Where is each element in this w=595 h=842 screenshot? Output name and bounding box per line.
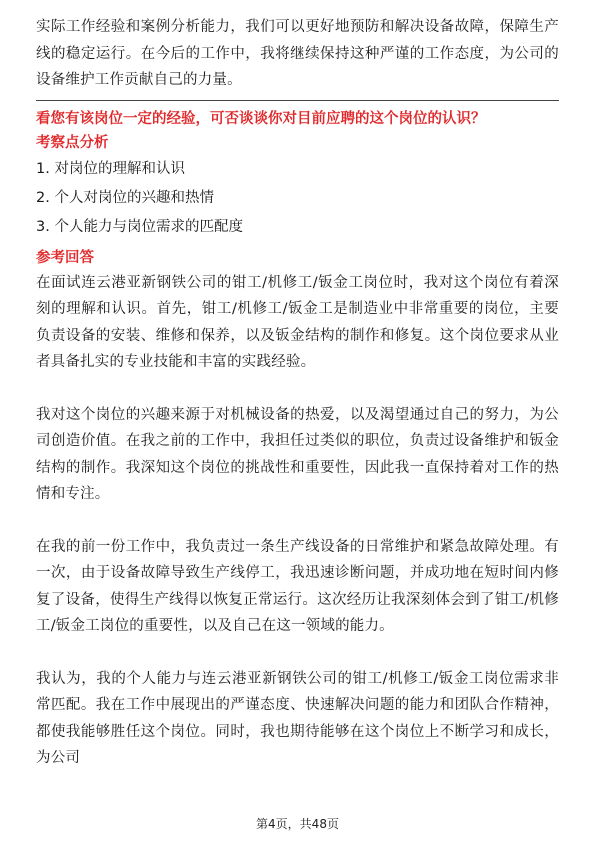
paragraph-gap [36,376,559,402]
answer-paragraph-3: 在我的前一份工作中，我负责过一条生产线设备的日常维护和紧急故障处理。有一次，由于设备故障导致生产线停工，我迅速诊断问题，并成功地在短时间内修复了设备，使得生产线得以恢复正常运行。这次经历让我深刻体会到了钳工/机修工/钣金工岗位的重要性，以及自己在这一领域的能力。 [36,538,559,634]
document-page [36,14,559,772]
page-number: 第4页，共48页 [256,817,339,831]
paragraph-gap [36,640,559,666]
answer-paragraph-4: 我认为，我的个人能力与连云港亚新钢铁公司的钳工/机修工/钣金工岗位需求非常匹配。我在工作中展现出的严谨态度、快速解决问题的能力和团队合作精神，都使我能够胜任这个岗位。同时，我也期待能够在这个岗位上不断学习和成长，为公司 [36,670,559,766]
analysis-heading: 考察点分析 [36,134,109,151]
intro-paragraph: 实际工作经验和案例分析能力，我们可以更好地预防和解决设备故障，保障生产线的稳定运行。在今后的工作中，我将继续保持这种严谨的工作态度，为公司的设备维护工作贡献自己的力量。 [36,19,559,88]
paragraph-gap [36,508,559,534]
analysis-point-3: 3. 个人能力与岗位需求的匹配度 [36,218,243,235]
analysis-point-2: 2. 个人对岗位的兴趣和热情 [36,189,214,206]
answer-paragraph-2: 我对这个岗位的兴趣来源于对机械设备的热爱，以及渴望通过自己的努力，为公司创造价值。在我之前的工作中，我担任过类似的职位，负责过设备维护和钣金结构的制作。我深知这个岗位的挑战性和重要性，因此我一直保持着对工作的热情和专注。 [36,406,559,502]
answer-paragraph-1: 在面试连云港亚新钢铁公司的钳工/机修工/钣金工岗位时，我对这个岗位有着深刻的理解和认识。首先，钳工/机修工/钣金工是制造业中非常重要的岗位，主要负责设备的安装、维修和保养，以及钣金结构的制作和修复。这个岗位要求从业者具备扎实的专业技能和丰富的实践经验。 [36,274,559,370]
section-divider [36,100,559,101]
analysis-point-1: 1. 对岗位的理解和认识 [36,160,185,177]
answer-heading: 参考回答 [36,249,94,266]
interview-question: 看您有该岗位一定的经验，可否谈谈你对目前应聘的这个岗位的认识？ [36,110,486,127]
